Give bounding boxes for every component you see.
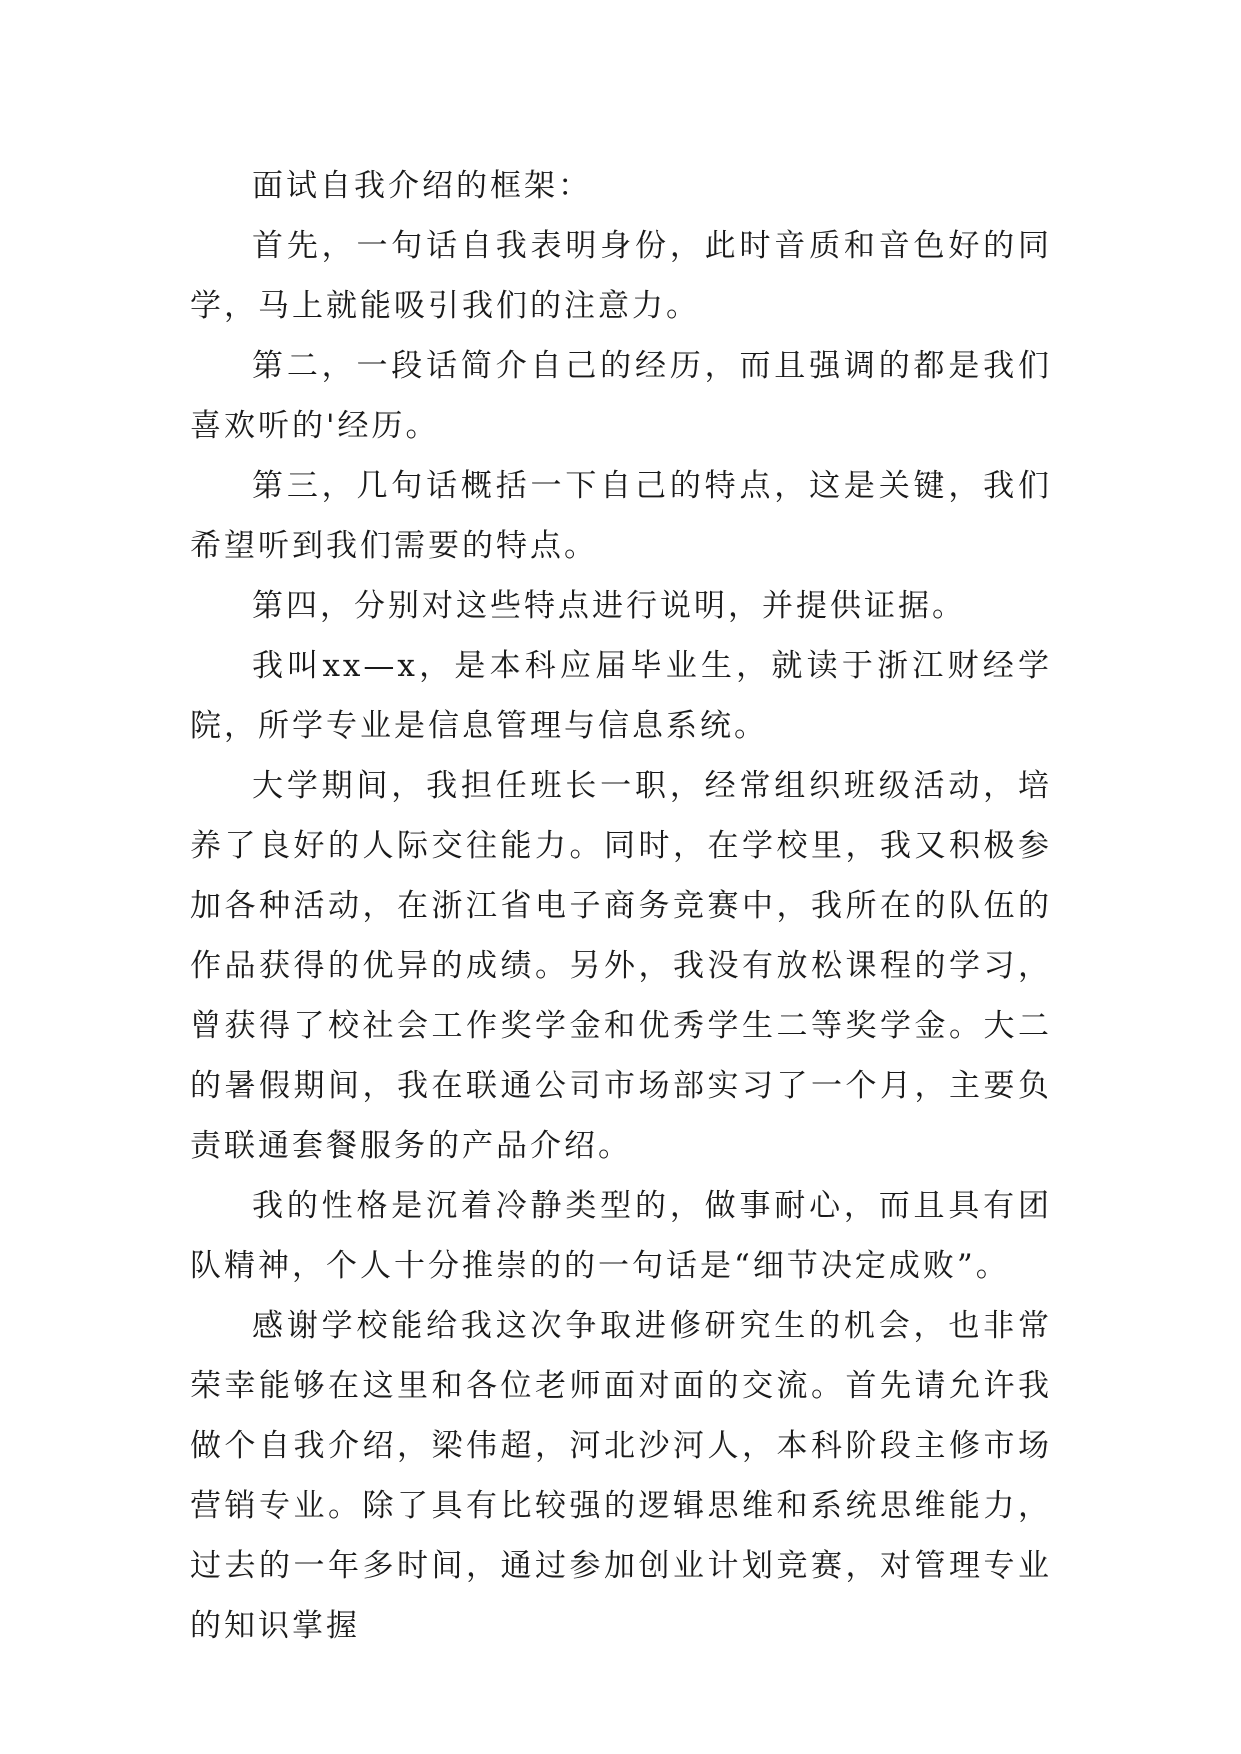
paragraph-step-third: 第三，几句话概括一下自己的特点，这是关键，我们希望听到我们需要的特点。 — [190, 468, 1052, 564]
paragraph-step-first: 首先，一句话自我表明身份，此时音质和音色好的同学，马上就能吸引我们的注意力。 — [190, 228, 1052, 324]
paragraph-personality: 我的性格是沉着冷静类型的，做事耐心，而且具有团队精神，个人十分推崇的的一句话是“细节决定成败”。 — [190, 1188, 1052, 1284]
paragraph-intro-framework-heading: 面试自我介绍的框架： — [252, 168, 592, 204]
document-body — [190, 156, 1052, 1656]
paragraph-step-fourth: 第四，分别对这些特点进行说明，并提供证据。 — [252, 588, 966, 624]
paragraph-self-intro: 我叫xx—x，是本科应届毕业生，就读于浙江财经学院，所学专业是信息管理与信息系统。 — [190, 648, 1052, 744]
paragraph-step-second: 第二，一段话简介自己的经历，而且强调的都是我们喜欢听的'经历。 — [190, 348, 1052, 444]
paragraph-university-experience: 大学期间，我担任班长一职，经常组织班级活动，培养了良好的人际交往能力。同时，在学校里，我又积极参加各种活动，在浙江省电子商务竞赛中，我所在的队伍的作品获得的优异的成绩。另外，我没有放松课程的学习，曾获得了校社会工作奖学金和优秀学生二等奖学金。大二的暑假期间，我在联通公司市场部实习了一个月，主要负责联通套餐服务的产品介绍。 — [190, 768, 1052, 1164]
paragraph-graduate-intro: 感谢学校能给我这次争取进修研究生的机会，也非常荣幸能够在这里和各位老师面对面的交流。首先请允许我做个自我介绍，梁伟超，河北沙河人，本科阶段主修市场营销专业。除了具有比较强的逻辑思维和系统思维能力，过去的一年多时间，通过参加创业计划竞赛，对管理专业的知识掌握 — [190, 1308, 1052, 1644]
